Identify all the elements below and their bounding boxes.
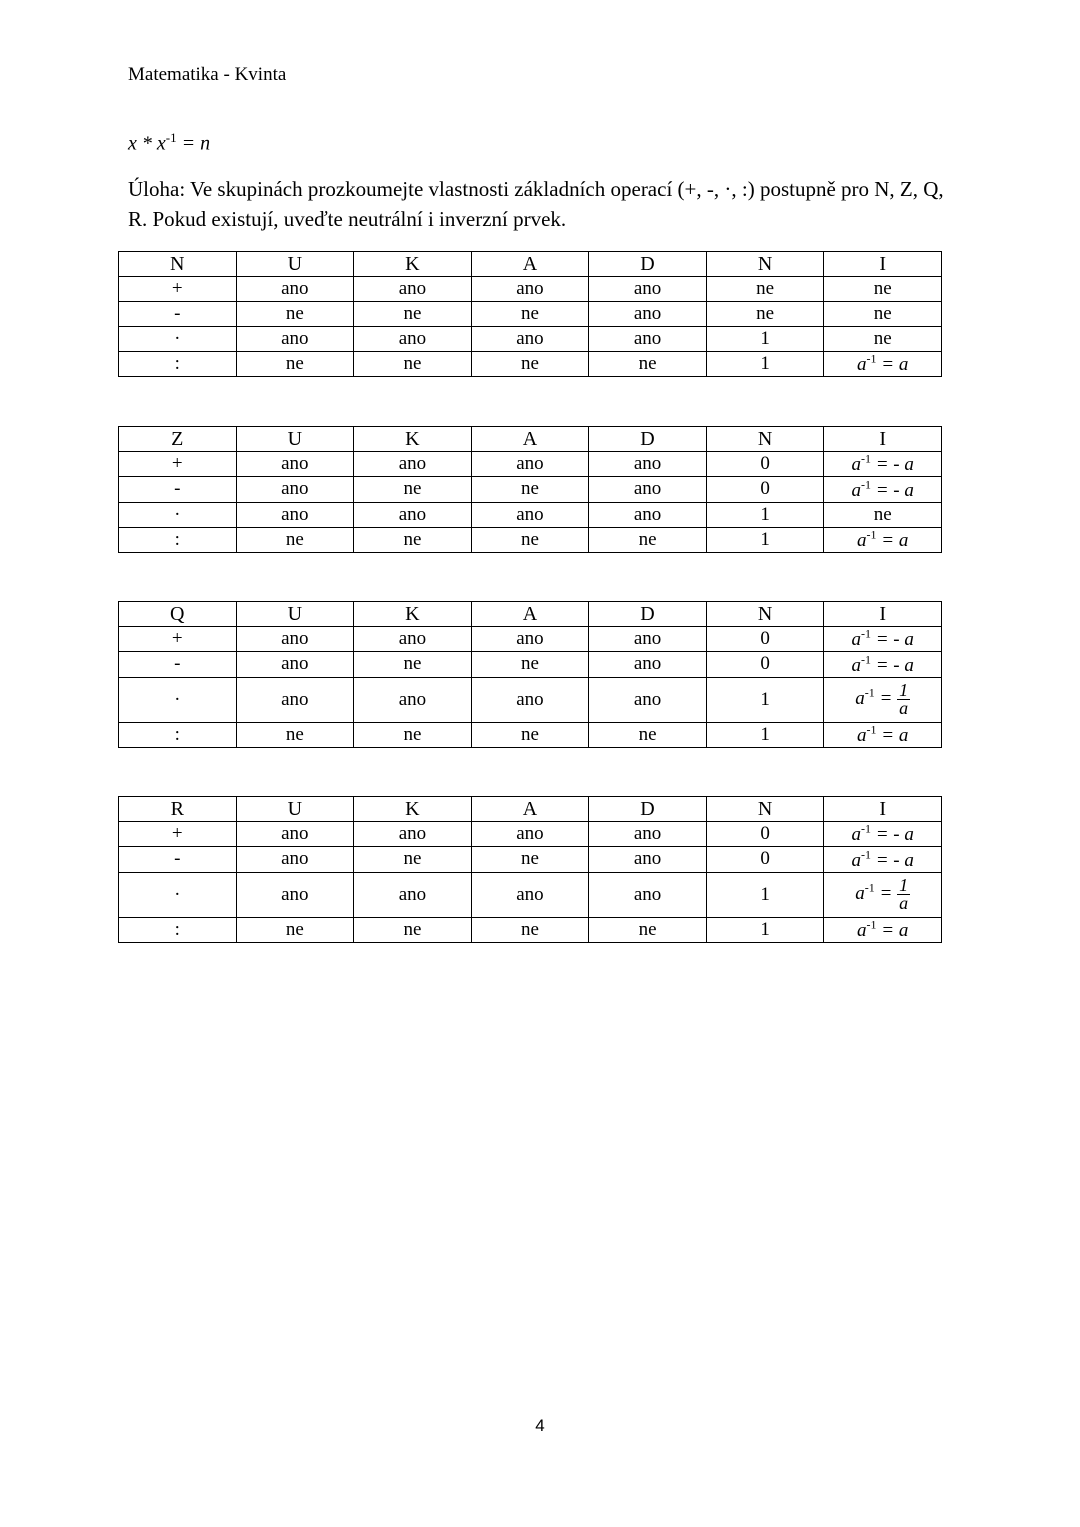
table-cell: 0	[706, 452, 824, 477]
table-cell: ·	[119, 327, 237, 352]
inverse-formula: $a^{-1}$ = - a	[851, 627, 914, 651]
table-header-row	[119, 602, 942, 627]
table-cell: ano	[236, 327, 354, 352]
table-cell: ano	[589, 652, 707, 677]
table-cell: ne	[354, 847, 472, 872]
table-cell: :	[119, 527, 237, 552]
table-cell: ano	[236, 452, 354, 477]
column-header: K	[354, 602, 472, 627]
column-header: N	[706, 602, 824, 627]
table-cell	[824, 527, 942, 552]
table-cell: ano	[471, 627, 589, 652]
table-row	[119, 502, 942, 527]
table-cell	[824, 627, 942, 652]
table-cell: ne	[589, 527, 707, 552]
table-cell: ano	[589, 277, 707, 302]
table-cell: ano	[236, 627, 354, 652]
table-cell: ano	[589, 302, 707, 327]
table-header-row	[119, 427, 942, 452]
table-cell: ne	[589, 917, 707, 942]
table-cell: ano	[236, 847, 354, 872]
table-cell: ano	[589, 502, 707, 527]
table-cell: ne	[589, 722, 707, 747]
column-header: D	[589, 797, 707, 822]
table-row	[119, 872, 942, 917]
table-cell: ano	[236, 872, 354, 917]
table-cell: ano	[354, 327, 472, 352]
table-cell: ano	[589, 872, 707, 917]
column-header: K	[354, 427, 472, 452]
table-cell: ne	[354, 722, 472, 747]
table-cell: ne	[354, 652, 472, 677]
table-cell: ano	[236, 277, 354, 302]
formula	[128, 130, 210, 156]
inverse-formula: $a^{-1}$ = $\frac{1}{a}$	[855, 875, 909, 914]
inverse-formula: $a^{-1} = a$	[857, 527, 909, 551]
column-header: N	[706, 252, 824, 277]
table-cell: ano	[589, 452, 707, 477]
inverse-formula: $a^{-1} = a$	[857, 917, 909, 941]
table-cell: ano	[354, 502, 472, 527]
fraction: $\frac{1}{a}$	[899, 875, 909, 914]
table-cell	[824, 872, 942, 917]
table-cell: +	[119, 277, 237, 302]
table-cell: ano	[471, 872, 589, 917]
inverse-formula: $a^{-1}$ = - a	[851, 822, 914, 846]
table-cell: -	[119, 847, 237, 872]
column-header: U	[236, 427, 354, 452]
table-cell	[824, 452, 942, 477]
formula-exponent: -1	[165, 130, 177, 145]
table-cell: ne	[471, 722, 589, 747]
column-header: K	[354, 797, 472, 822]
column-header: K	[354, 252, 472, 277]
column-header: R	[119, 797, 237, 822]
table-cell: ano	[354, 677, 472, 722]
table-row	[119, 627, 942, 652]
table-cell	[824, 847, 942, 872]
table-cell: ano	[354, 822, 472, 847]
task-text: Úloha: Ve skupinách prozkoumejte vlastnosti základních operací (+, -, ·, :) postupně pro N, Z, Q, R. Pokud existují, uveďte neutrální i inverzní prvek.	[128, 177, 944, 231]
table-cell: ano	[354, 452, 472, 477]
table-cell: ano	[471, 677, 589, 722]
table-cell: ne	[354, 352, 472, 377]
table-cell: ne	[354, 527, 472, 552]
column-header: N	[706, 797, 824, 822]
table-cell: ne	[354, 302, 472, 327]
table-header-row	[119, 797, 942, 822]
table-cell: ano	[589, 477, 707, 502]
table-cell: ne	[471, 652, 589, 677]
column-header: A	[471, 797, 589, 822]
table-cell: 0	[706, 652, 824, 677]
table-cell: 0	[706, 847, 824, 872]
table-cell: ano	[354, 872, 472, 917]
column-header: I	[824, 252, 942, 277]
table-cell: ano	[589, 847, 707, 872]
table-cell: ·	[119, 872, 237, 917]
table-cell: :	[119, 722, 237, 747]
table-cell: ano	[236, 677, 354, 722]
table-cell: ano	[589, 627, 707, 652]
table-cell	[824, 477, 942, 502]
table-cell: ano	[354, 627, 472, 652]
table-cell: ne	[471, 847, 589, 872]
table-cell	[824, 822, 942, 847]
table-cell: ano	[471, 452, 589, 477]
inverse-formula: $a^{-1}$ = - a	[851, 847, 914, 871]
document-header: Matematika - Kvinta	[128, 64, 287, 85]
table-cell: ne	[706, 277, 824, 302]
table-cell: :	[119, 352, 237, 377]
column-header: D	[589, 602, 707, 627]
table-row	[119, 822, 942, 847]
table-cell: ano	[471, 277, 589, 302]
column-header: A	[471, 252, 589, 277]
table-cell: ne	[824, 302, 942, 327]
operations-table-q	[118, 601, 942, 748]
column-header: U	[236, 797, 354, 822]
page-number: 4	[535, 1416, 545, 1435]
table-cell: ne	[236, 527, 354, 552]
column-header: N	[706, 427, 824, 452]
table-cell: 0	[706, 822, 824, 847]
inverse-formula: $a^{-1} = a$	[857, 722, 909, 746]
operations-table-r	[118, 796, 942, 943]
table-cell: ne	[824, 327, 942, 352]
column-header: D	[589, 252, 707, 277]
table-cell: +	[119, 627, 237, 652]
table-cell: 1	[706, 872, 824, 917]
table-cell: ne	[471, 477, 589, 502]
table-cell: +	[119, 452, 237, 477]
table-cell: ano	[589, 677, 707, 722]
table-row	[119, 917, 942, 942]
table-cell: ano	[236, 652, 354, 677]
table-cell: ano	[589, 822, 707, 847]
table-cell: ano	[236, 502, 354, 527]
table-cell	[824, 917, 942, 942]
table-row	[119, 327, 942, 352]
table-cell: ano	[471, 822, 589, 847]
table-cell: ne	[471, 352, 589, 377]
table-cell: ano	[471, 327, 589, 352]
table-row	[119, 847, 942, 872]
table-cell: ne	[236, 302, 354, 327]
table-cell: ne	[471, 527, 589, 552]
table-cell: ano	[354, 277, 472, 302]
operations-table-n	[118, 251, 942, 377]
column-header: A	[471, 602, 589, 627]
table-row	[119, 677, 942, 722]
table-cell	[824, 677, 942, 722]
table-cell: 1	[706, 722, 824, 747]
fraction: $\frac{1}{a}$	[899, 680, 909, 719]
table-cell: ne	[354, 477, 472, 502]
column-header: N	[119, 252, 237, 277]
table-cell: +	[119, 822, 237, 847]
table-cell: ·	[119, 677, 237, 722]
table-row	[119, 277, 942, 302]
table-row	[119, 352, 942, 377]
inverse-formula: $a^{-1}$ = - a	[851, 652, 914, 676]
table-row	[119, 527, 942, 552]
column-header: I	[824, 427, 942, 452]
formula-rest: = n	[176, 132, 211, 155]
table-cell	[824, 722, 942, 747]
column-header: U	[236, 602, 354, 627]
table-row	[119, 722, 942, 747]
table-cell: ne	[236, 722, 354, 747]
operations-table-z	[118, 426, 942, 553]
table-cell: ne	[589, 352, 707, 377]
formula-base: x * x	[128, 132, 166, 155]
table-cell: -	[119, 302, 237, 327]
table-cell: 0	[706, 627, 824, 652]
column-header: D	[589, 427, 707, 452]
inverse-formula: $a^{-1} = a$	[857, 352, 909, 376]
table-cell: ne	[824, 502, 942, 527]
table-cell: -	[119, 477, 237, 502]
table-cell: ne	[824, 277, 942, 302]
table-row	[119, 302, 942, 327]
table-row	[119, 477, 942, 502]
table-cell: :	[119, 917, 237, 942]
table-cell: ano	[589, 327, 707, 352]
column-header: I	[824, 797, 942, 822]
inverse-formula: $a^{-1}$ = - a	[851, 452, 914, 476]
column-header: Q	[119, 602, 237, 627]
table-cell: ano	[236, 822, 354, 847]
inverse-formula: $a^{-1}$ = $\frac{1}{a}$	[855, 680, 909, 719]
table-cell: ano	[236, 477, 354, 502]
table-cell: ne	[236, 352, 354, 377]
table-header-row	[119, 252, 942, 277]
table-cell: 1	[706, 327, 824, 352]
table-cell: ne	[236, 917, 354, 942]
table-cell: 1	[706, 677, 824, 722]
column-header: Z	[119, 427, 237, 452]
table-cell	[824, 652, 942, 677]
table-row	[119, 652, 942, 677]
table-cell: ·	[119, 502, 237, 527]
table-cell	[824, 352, 942, 377]
table-cell: 1	[706, 502, 824, 527]
table-cell: 0	[706, 477, 824, 502]
table-cell: ne	[471, 302, 589, 327]
table-cell: 1	[706, 917, 824, 942]
table-row	[119, 452, 942, 477]
table-cell: -	[119, 652, 237, 677]
table-cell: ne	[354, 917, 472, 942]
table-cell: ne	[471, 917, 589, 942]
column-header: I	[824, 602, 942, 627]
table-cell: 1	[706, 527, 824, 552]
inverse-formula: $a^{-1}$ = - a	[851, 477, 914, 501]
column-header: U	[236, 252, 354, 277]
column-header: A	[471, 427, 589, 452]
table-cell: 1	[706, 352, 824, 377]
table-cell: ne	[706, 302, 824, 327]
table-cell: ano	[471, 502, 589, 527]
